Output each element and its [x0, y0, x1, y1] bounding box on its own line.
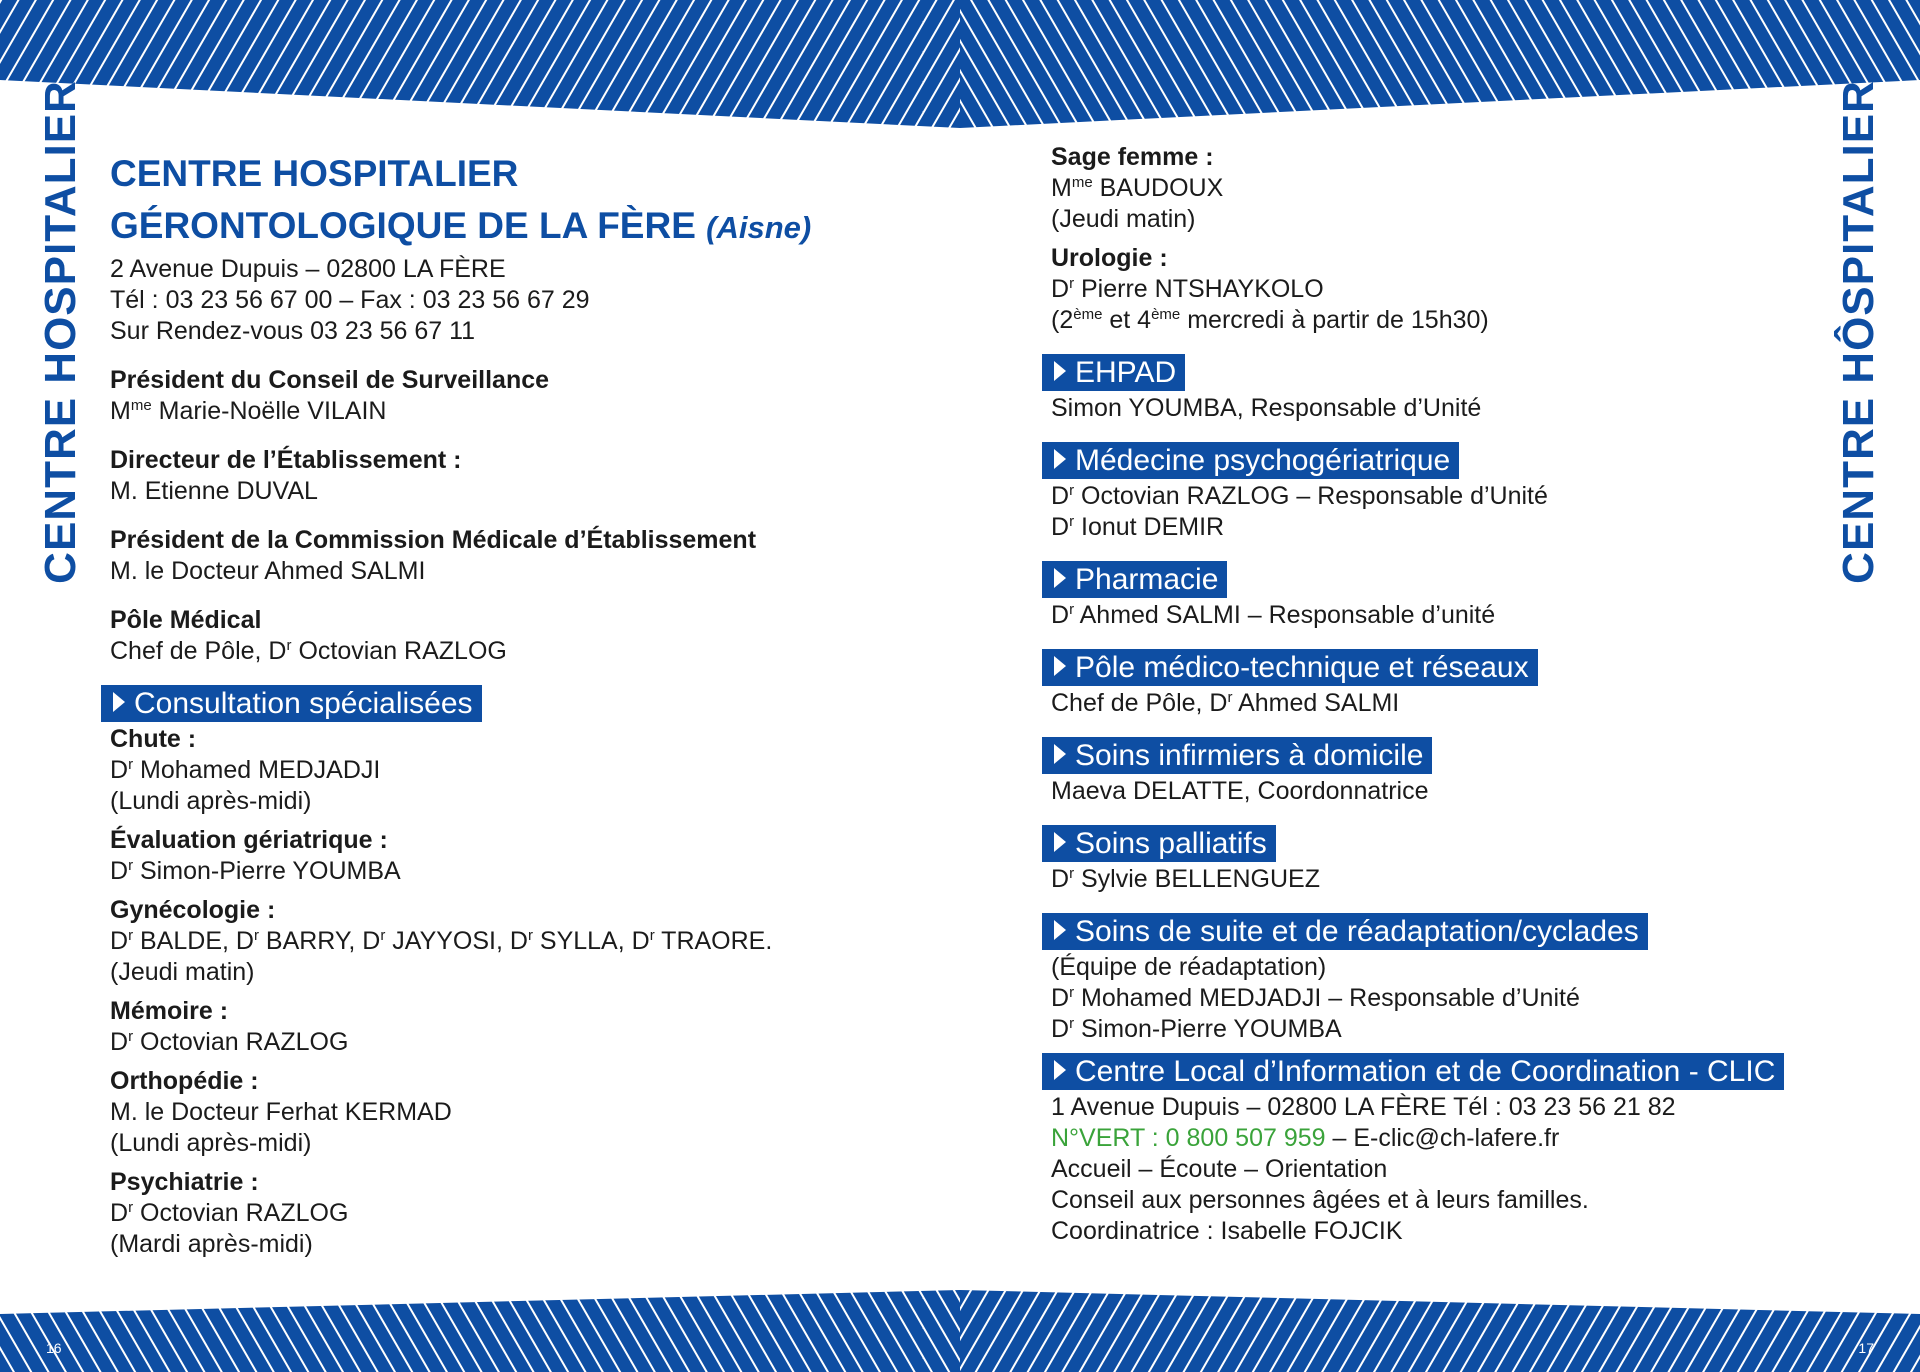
left-column — [110, 148, 940, 1260]
psychiatrie-label: Psychiatrie : — [110, 1168, 259, 1196]
section-pole-medico-technique: Pôle médico-technique et réseaux — [1042, 649, 1538, 686]
chute-label: Chute : — [110, 725, 197, 753]
section-pharmacie: Pharmacie — [1042, 561, 1227, 598]
pole-medical-chief: Chef de Pôle, $D^r$ Octovian RAZLOG — [110, 637, 507, 665]
psycho-doctor: $D^r$ Ionut DEMIR — [1051, 513, 1225, 541]
page-number-right: 17 — [1858, 1340, 1874, 1356]
psycho-responsible: $D^r$ Octovian RAZLOG – Responsable d’Unité — [1051, 482, 1548, 510]
side-label-left: CENTRE HOSPITALIER — [36, 80, 85, 584]
section-medecine-psychogeriatrique: Médecine psychogériatrique — [1042, 442, 1459, 479]
evaluation-label: Évaluation gériatrique : — [110, 826, 388, 854]
sid-coordinator: Maeva DELATTE, Coordonnatrice — [1051, 777, 1429, 805]
ssr-responsible: $D^r$ Mohamed MEDJADJI – Responsable d’Unité — [1051, 984, 1580, 1012]
right-column — [1051, 142, 1831, 1247]
cme-name: M. le Docteur Ahmed SALMI — [110, 557, 426, 585]
arrow-right-icon — [113, 692, 125, 712]
section-ssr: Soins de suite et de réadaptation/cyclades — [1042, 913, 1648, 950]
sage-femme-label: Sage femme : — [1051, 143, 1214, 171]
palliatifs-doctor: $D^r$ Sylvie BELLENGUEZ — [1051, 865, 1320, 893]
gynecologie-time: (Jeudi matin) — [110, 958, 255, 986]
gynecologie-label: Gynécologie : — [110, 896, 276, 924]
clic-email: – E-clic@ch-lafere.fr — [1325, 1124, 1560, 1152]
clic-advice: Conseil aux personnes âgées et à leurs familles. — [1051, 1186, 1589, 1214]
orthopedie-label: Orthopédie : — [110, 1067, 259, 1095]
memoire-doctor: $D^r$ Octovian RAZLOG — [110, 1028, 349, 1056]
clic-coordinator: Coordinatrice : Isabelle FOJCIK — [1051, 1217, 1403, 1245]
psychiatrie-doctor: $D^r$ Octovian RAZLOG — [110, 1199, 349, 1227]
orthopedie-doctor: M. le Docteur Ferhat KERMAD — [110, 1098, 452, 1126]
president-label: Président du Conseil de Surveillance — [110, 366, 550, 394]
sage-femme-name: $M^{me}$ BAUDOUX — [1051, 174, 1224, 202]
pole-medical-label: Pôle Médical — [110, 606, 262, 634]
section-soins-palliatifs: Soins palliatifs — [1042, 825, 1276, 862]
hospital-address: 2 Avenue Dupuis – 02800 LA FÈRE — [110, 255, 506, 283]
arrow-right-icon — [1054, 832, 1066, 852]
top-hatched-band — [0, 0, 1920, 132]
hospital-title: CENTRE HOSPITALIER GÉRONTOLOGIQUE DE LA FÈRE (Aisne) — [110, 153, 812, 246]
urologie-label: Urologie : — [1051, 244, 1168, 272]
director-label: Directeur de l’Établissement : — [110, 446, 462, 474]
cme-label: Président de la Commission Médicale d’Établissement — [110, 526, 757, 554]
clic-contact — [1051, 1123, 1831, 1154]
psychiatrie-time: (Mardi après-midi) — [110, 1230, 313, 1258]
arrow-right-icon — [1054, 920, 1066, 940]
clic-address: 1 Avenue Dupuis – 02800 LA FÈRE Tél : 03 23 56 21 82 — [1051, 1093, 1676, 1121]
page-number-left: 16 — [46, 1340, 62, 1356]
urologie-doctor: $D^r$ Pierre NTSHAYKOLO — [1051, 275, 1324, 303]
pole-mt-chief: Chef de Pôle, $D^r$ Ahmed SALMI — [1051, 689, 1400, 717]
orthopedie-time: (Lundi après-midi) — [110, 1129, 312, 1157]
evaluation-doctor: $D^r$ Simon-Pierre YOUMBA — [110, 857, 401, 885]
president-name: $M^{me}$ Marie-Noëlle VILAIN — [110, 397, 387, 425]
ehpad-responsible: Simon YOUMBA, Responsable d’Unité — [1051, 394, 1482, 422]
appointment-phone: Sur Rendez-vous 03 23 56 67 11 — [110, 317, 476, 345]
section-clic: Centre Local d’Information et de Coordination - CLIC — [1042, 1053, 1784, 1090]
arrow-right-icon — [1054, 449, 1066, 469]
clic-numero-vert: N°VERT : 0 800 507 959 — [1051, 1124, 1326, 1152]
arrow-right-icon — [1054, 744, 1066, 764]
ssr-doctor: $D^r$ Simon-Pierre YOUMBA — [1051, 1015, 1342, 1043]
memoire-label: Mémoire : — [110, 997, 229, 1025]
sage-femme-time: (Jeudi matin) — [1051, 205, 1196, 233]
section-soins-infirmiers: Soins infirmiers à domicile — [1042, 737, 1432, 774]
section-ehpad: EHPAD — [1042, 354, 1185, 391]
chute-doctor: $D^r$ Mohamed MEDJADJI — [110, 756, 381, 784]
chute-time: (Lundi après-midi) — [110, 787, 312, 815]
region-label: (Aisne) — [706, 210, 812, 245]
arrow-right-icon — [1054, 1060, 1066, 1080]
urologie-time: (2ème et 4ème mercredi à partir de 15h30) — [1051, 306, 1489, 334]
ssr-team: (Équipe de réadaptation) — [1051, 953, 1327, 981]
arrow-right-icon — [1054, 361, 1066, 381]
hospital-phone: Tél : 03 23 56 67 00 – Fax : 03 23 56 67 29 — [110, 286, 590, 314]
bottom-hatched-band — [0, 1290, 1920, 1372]
gynecologie-doctors: $D^r$ BALDE, $D^r$ BARRY, $D^r$ JAYYOSI, $D^r$ SYLLA, $D^r$ TRAORE. — [110, 927, 773, 955]
pharmacie-responsible: $D^r$ Ahmed SALMI – Responsable d’unité — [1051, 601, 1496, 629]
director-name: M. Etienne DUVAL — [110, 477, 318, 505]
section-consultations: Consultation spécialisées — [101, 685, 482, 722]
side-label-right: CENTRE HÔSPITALIER — [1834, 80, 1883, 584]
clic-services: Accueil – Écoute – Orientation — [1051, 1155, 1388, 1183]
arrow-right-icon — [1054, 568, 1066, 588]
arrow-right-icon — [1054, 656, 1066, 676]
